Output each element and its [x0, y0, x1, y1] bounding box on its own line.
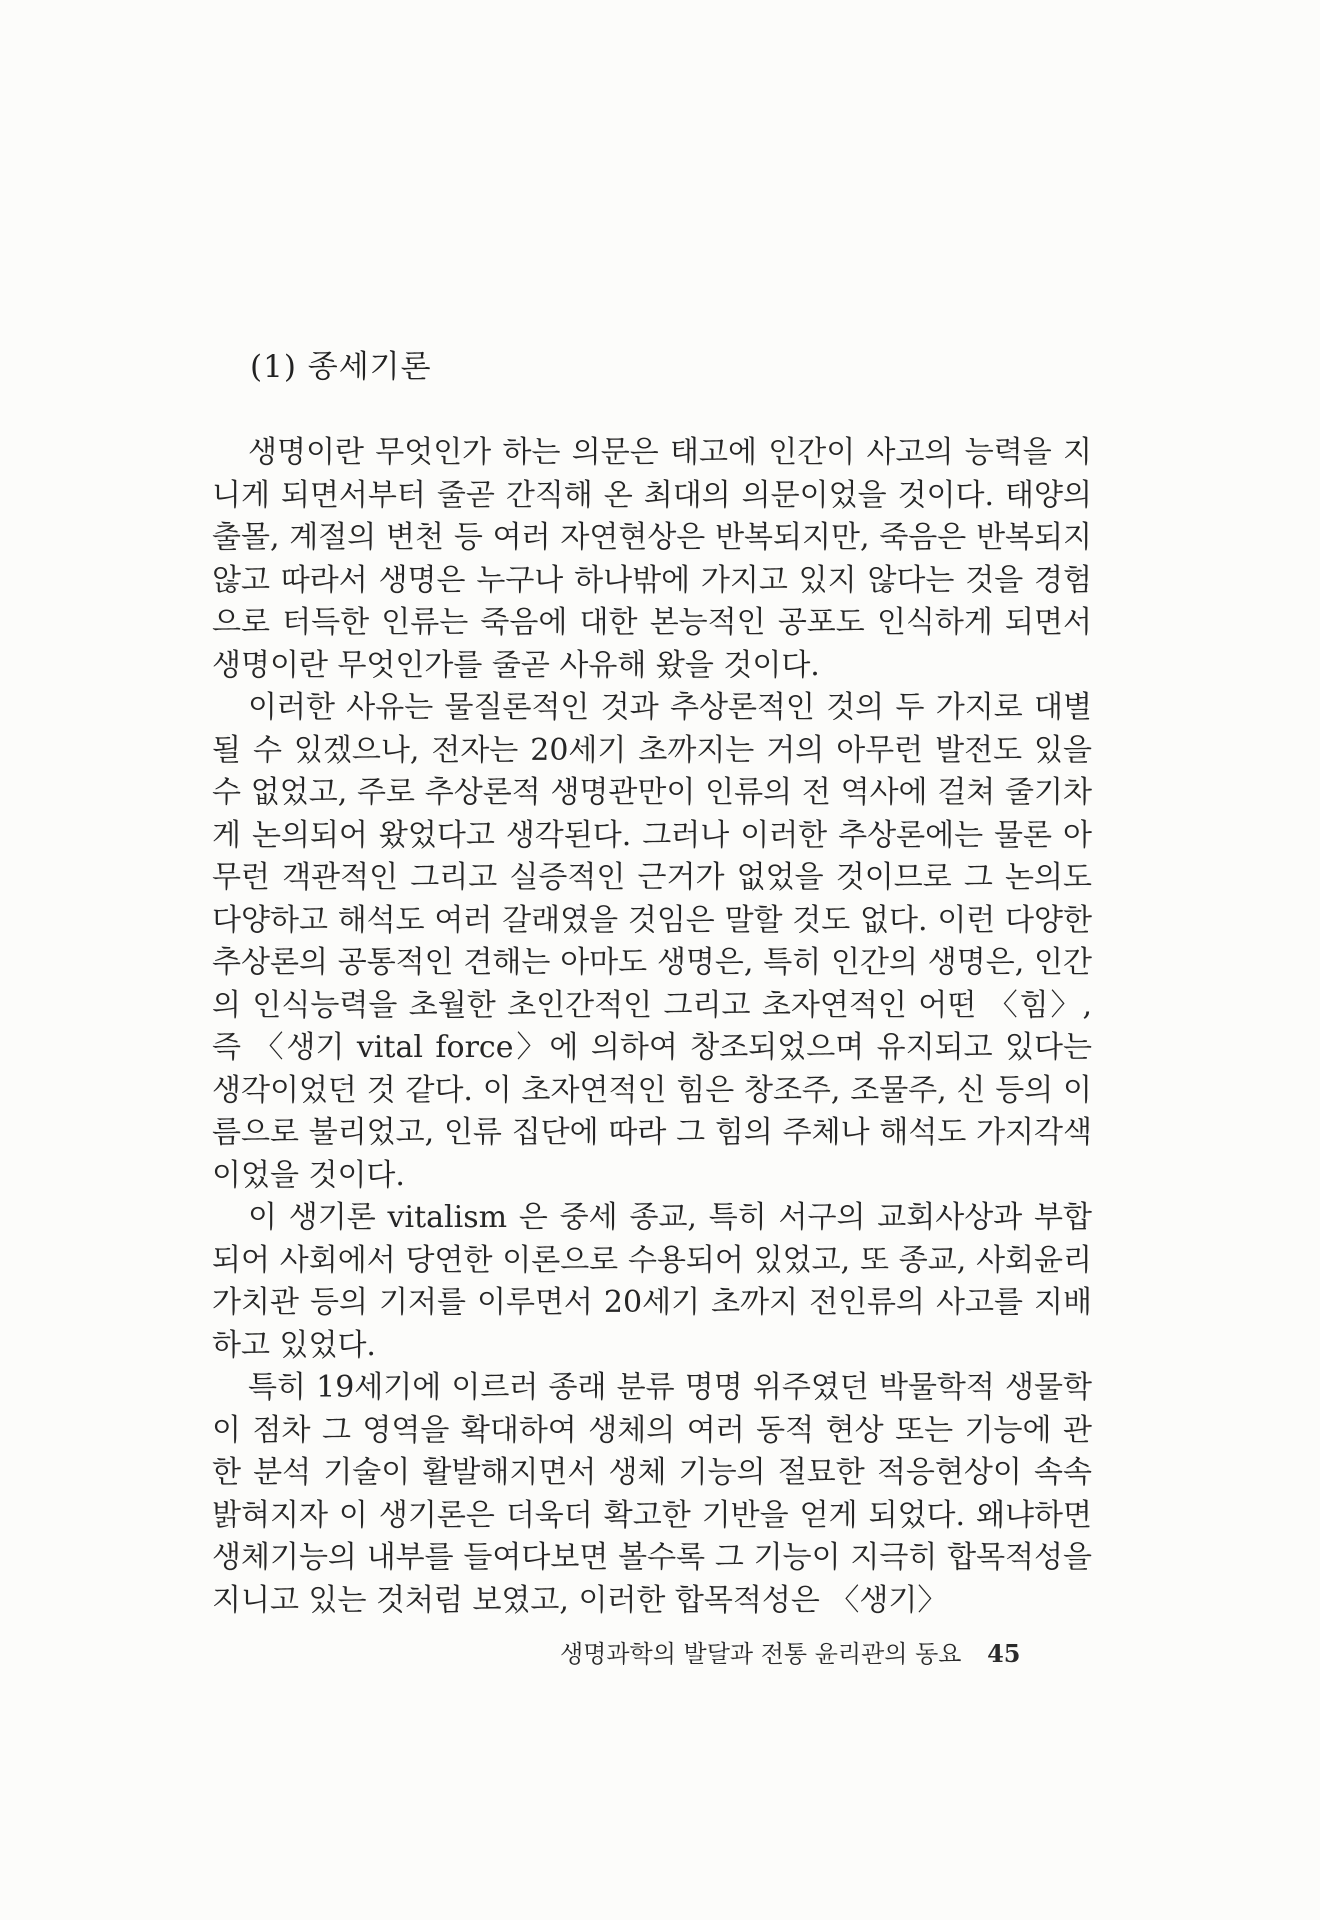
- paragraph: 특히 19세기에 이르러 종래 분류 명명 위주였던 박물학적 생물학이 점차 그 영역을 확대하여 생체의 여러 동적 현상 또는 기능에 관한 분석 기술이 활발해지면서 생체 기능의 절묘한 적응현상이 속속 밝혀지자 이 생기론은 더욱더 확고한 기반을 얻게 되었다. 왜냐하면 생체기능의 내부를 들여다보면 볼수록 그 기능이 지극히 합목적성을 지니고 있는 것처럼 보였고, 이러한 합목적성은 〈생기〉: [212, 1370, 1092, 1618]
- page-number: 45: [987, 1639, 1021, 1668]
- running-footer: [560, 1637, 1080, 1671]
- running-title: 생명과학의 발달과 전통 윤리관의 동요: [560, 1640, 962, 1668]
- paragraph: 이 생기론 vitalism 은 중세 종교, 특히 서구의 교회사상과 부합되어 사회에서 당연한 이론으로 수용되어 있었고, 또 종교, 사회윤리 가치관 등의 기저를 이루면서 20세기 초까지 전인류의 사고를 지배하고 있었다.: [212, 1200, 1092, 1363]
- section-heading: (1) 종세기론: [250, 349, 432, 385]
- paragraph: 생명이란 무엇인가 하는 의문은 태고에 인간이 사고의 능력을 지니게 되면서부터 줄곧 간직해 온 최대의 의문이었을 것이다. 태양의 출몰, 계절의 변천 등 여러 자연현상은 반복되지만, 죽음은 반복되지 않고 따라서 생명은 누구나 하나밖에 가지고 있지 않다는 것을 경험으로 터득한 인류는 죽음에 대한 본능적인 공포도 인식하게 되면서 생명이란 무엇인가를 줄곧 사유해 왔을 것이다.: [212, 435, 1092, 683]
- paragraph: 이러한 사유는 물질론적인 것과 추상론적인 것의 두 가지로 대별될 수 있겠으나, 전자는 20세기 초까지는 거의 아무런 발전도 있을 수 없었고, 주로 추상론적 생명관만이 인류의 전 역사에 걸쳐 줄기차게 논의되어 왔었다고 생각된다. 그러나 이러한 추상론에는 물론 아무런 객관적인 그리고 실증적인 근거가 없었을 것이므로 그 논의도 다양하고 해석도 여러 갈래였을 것임은 말할 것도 없다. 이런 다양한 추상론의 공통적인 견해는 아마도 생명은, 특히 인간의 생명은, 인간의 인식능력을 초월한 초인간적인 그리고 초자연적인 어떤 〈힘〉, 즉 〈생기 vital force〉에 의하여 창조되었으며 유지되고 있다는 생각이었던 것 같다. 이 초자연적인 힘은 창조주, 조물주, 신 등의 이름으로 불리었고, 인류 집단에 따라 그 힘의 주체나 해석도 가지각색이었을 것이다.: [212, 690, 1092, 1193]
- body-text: [212, 432, 1092, 1622]
